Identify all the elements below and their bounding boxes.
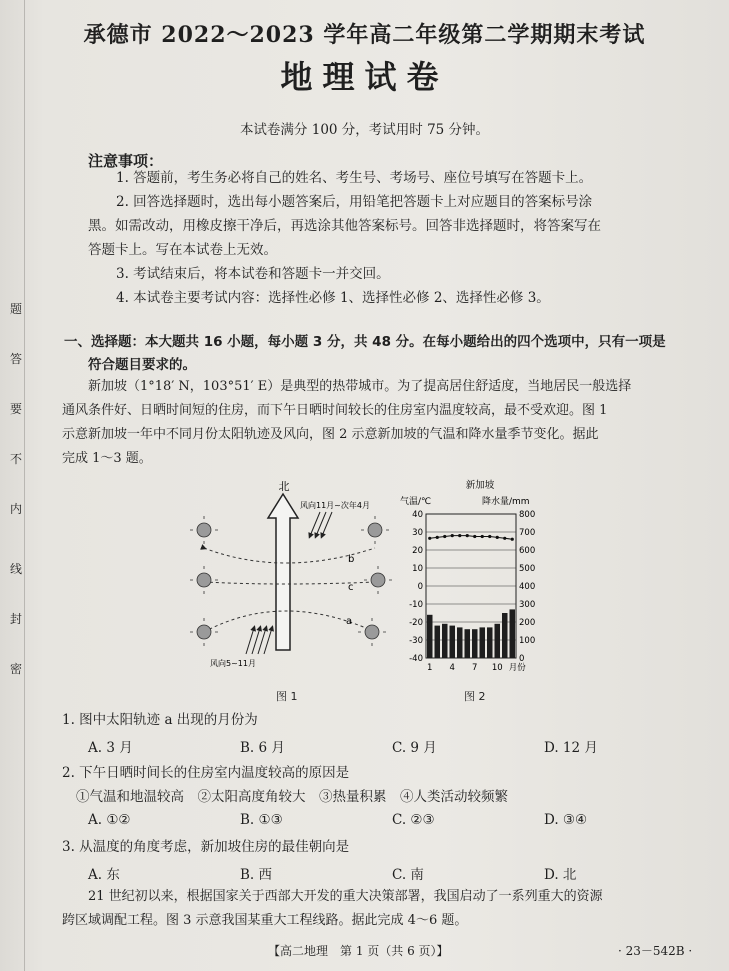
q3-option-d[interactable]: D. 北	[544, 867, 577, 883]
seal-char: 要	[10, 402, 23, 416]
figure-2-climate-chart	[398, 476, 558, 676]
fold-line	[24, 0, 25, 971]
y-tick-label: 20	[412, 546, 423, 556]
wind-label-nov-apr: 风向11月~次年4月	[300, 501, 370, 510]
q1-option-a[interactable]: A. 3 月	[88, 740, 133, 756]
path-label-b: b	[348, 554, 355, 565]
passage2-line: 21 世纪初以来，根据国家关于西部大开发的重大决策部署，我国启动了一系列重大的资源	[88, 889, 603, 904]
passage1-line: 示意新加坡一年中不同月份太阳轨迹及风向，图 2 示意新加坡的气温和降水量季节变化。据此	[62, 427, 599, 442]
temp-line	[430, 536, 513, 540]
y2-tick-label: 700	[519, 528, 536, 538]
y2-tick-label: 300	[519, 600, 536, 610]
note-2: 2. 回答选择题时，选出每小题答案后，用铅笔把答题卡上对应题目的答案标号涂	[116, 194, 593, 210]
north-arrow-icon	[268, 494, 298, 650]
y-tick-label: -10	[409, 600, 423, 610]
note-1: 1. 答题前，考生务必将自己的姓名、考生号、考场号、座位号填写在答题卡上。	[116, 170, 593, 186]
note-2-cont: 黑。如需改动，用橡皮擦干净后，再选涂其他答案标号。回答非选择题时，将答案写在	[88, 218, 601, 234]
precip-bar	[487, 627, 493, 658]
chart-title: 新加坡	[465, 480, 495, 491]
x-tick-label: 4	[449, 663, 455, 673]
seal-char: 题	[10, 302, 23, 316]
q2-option-a[interactable]: A. ①②	[88, 812, 131, 828]
seal-char: 线	[10, 562, 23, 576]
figure-1-caption: 图 1	[276, 690, 298, 703]
precip-bar	[480, 627, 486, 658]
q1-stem: 1. 图中太阳轨迹 a 出现的月份为	[62, 712, 258, 728]
q3-option-b[interactable]: B. 西	[240, 867, 273, 883]
y2-tick-label: 400	[519, 582, 536, 592]
y2-tick-label: 600	[519, 546, 536, 556]
precip-bar	[502, 613, 508, 658]
x-tick-label: 7	[472, 663, 478, 673]
note-4: 4. 本试卷主要考试内容：选择性必修 1、选择性必修 2、选择性必修 3。	[116, 290, 550, 306]
y-tick-label: 30	[412, 528, 423, 538]
precip-bar	[442, 624, 448, 658]
x-tick-label: 1	[427, 663, 433, 673]
passage1-line: 通风条件好、日晒时间短的住房，而下午日晒时间较长的住房室内温度较高，最不受欢迎。图 1	[62, 403, 608, 418]
y-tick-label: -20	[409, 618, 423, 628]
q1-option-b[interactable]: B. 6 月	[240, 740, 285, 756]
figure-1-sun-paths	[180, 478, 400, 698]
y-tick-label: -40	[409, 654, 423, 664]
seal-char: 内	[10, 502, 23, 516]
q3-option-c[interactable]: C. 南	[392, 867, 424, 883]
sun-icon	[197, 625, 211, 639]
precip-bar	[435, 626, 441, 658]
wind-label-may-nov: 风向5~11月	[210, 659, 256, 668]
passage1-line: 完成 1～3 题。	[62, 451, 152, 466]
y-tick-label: 40	[412, 510, 423, 520]
sun-icon	[365, 625, 379, 639]
y-axis-left-label: 气温/℃	[400, 497, 432, 507]
y-tick-label: -30	[409, 636, 423, 646]
page-code: · 23－542B ·	[618, 944, 693, 958]
path-label-c: c	[348, 582, 354, 593]
x-tick-label: 10	[491, 663, 503, 673]
section-heading-cont: 符合题目要求的。	[88, 357, 196, 373]
notes-heading: 注意事项：	[88, 152, 164, 170]
seal-char: 封	[10, 612, 23, 626]
sun-icon	[197, 573, 211, 587]
note-3: 3. 考试结束后，将本试卷和答题卡一并交回。	[116, 266, 390, 282]
q3-option-a[interactable]: A. 东	[88, 867, 120, 883]
path-label-a: a	[346, 616, 353, 627]
seal-char: 密	[10, 662, 23, 676]
page-footer: 【高二地理 第 1 页（共 6 页）】	[268, 944, 449, 958]
seal-char: 答	[10, 352, 23, 366]
passage2-line: 跨区域调配工程。图 3 示意我国某重大工程线路。据此完成 4～6 题。	[62, 913, 468, 928]
q2-option-c[interactable]: C. ②③	[392, 812, 435, 828]
q2-option-d[interactable]: D. ③④	[544, 812, 588, 828]
precip-bar	[472, 629, 478, 658]
north-label: 北	[278, 480, 290, 493]
sun-icon	[368, 523, 382, 537]
precip-bar	[510, 609, 516, 658]
q2-option-b[interactable]: B. ①③	[240, 812, 283, 828]
y2-tick-label: 100	[519, 636, 536, 646]
precip-bar	[465, 629, 471, 658]
sun-icon	[197, 523, 211, 537]
precip-bar	[495, 624, 501, 658]
precip-bar	[427, 615, 433, 658]
sun-icon	[371, 573, 385, 587]
exam-title: 承德市 2022～2023 学年高二年级第二学期期末考试	[83, 22, 646, 48]
q3-stem: 3. 从温度的角度考虑，新加坡住房的最佳朝向是	[62, 839, 350, 855]
y2-tick-label: 0	[519, 654, 525, 664]
q1-option-c[interactable]: C. 9 月	[392, 740, 437, 756]
y-tick-label: 10	[412, 564, 423, 574]
exam-info: 本试卷满分 100 分，考试用时 75 分钟。	[239, 122, 490, 138]
y2-tick-label: 200	[519, 618, 536, 628]
seal-char: 不	[10, 452, 23, 466]
q2-items: ①气温和地温较高 ②太阳高度角较大 ③热量积累 ④人类活动较频繁	[76, 789, 508, 805]
exam-subtitle: 地理试卷	[280, 58, 449, 96]
note-2-cont2: 答题卡上。写在本试卷上无效。	[88, 242, 277, 258]
passage1-line: 新加坡（1°18′ N，103°51′ E）是典型的热带城市。为了提高居住舒适度，当地居民一般选择	[88, 379, 632, 394]
section-heading: 一、选择题：本大题共 16 小题，每小题 3 分，共 48 分。在每小题给出的四个选项中，只有一项是	[64, 334, 666, 350]
y-axis-right-label: 降水量/mm	[482, 497, 530, 507]
q1-option-d[interactable]: D. 12 月	[544, 740, 598, 756]
y2-tick-label: 800	[519, 510, 536, 520]
y2-tick-label: 500	[519, 564, 536, 574]
x-axis-label: 月份	[508, 663, 526, 673]
precip-bar	[450, 626, 456, 658]
precip-bar	[457, 627, 463, 658]
figure-2-caption: 图 2	[464, 690, 486, 703]
q2-stem: 2. 下午日晒时间长的住房室内温度较高的原因是	[62, 765, 350, 781]
y-tick-label: 0	[417, 582, 423, 592]
